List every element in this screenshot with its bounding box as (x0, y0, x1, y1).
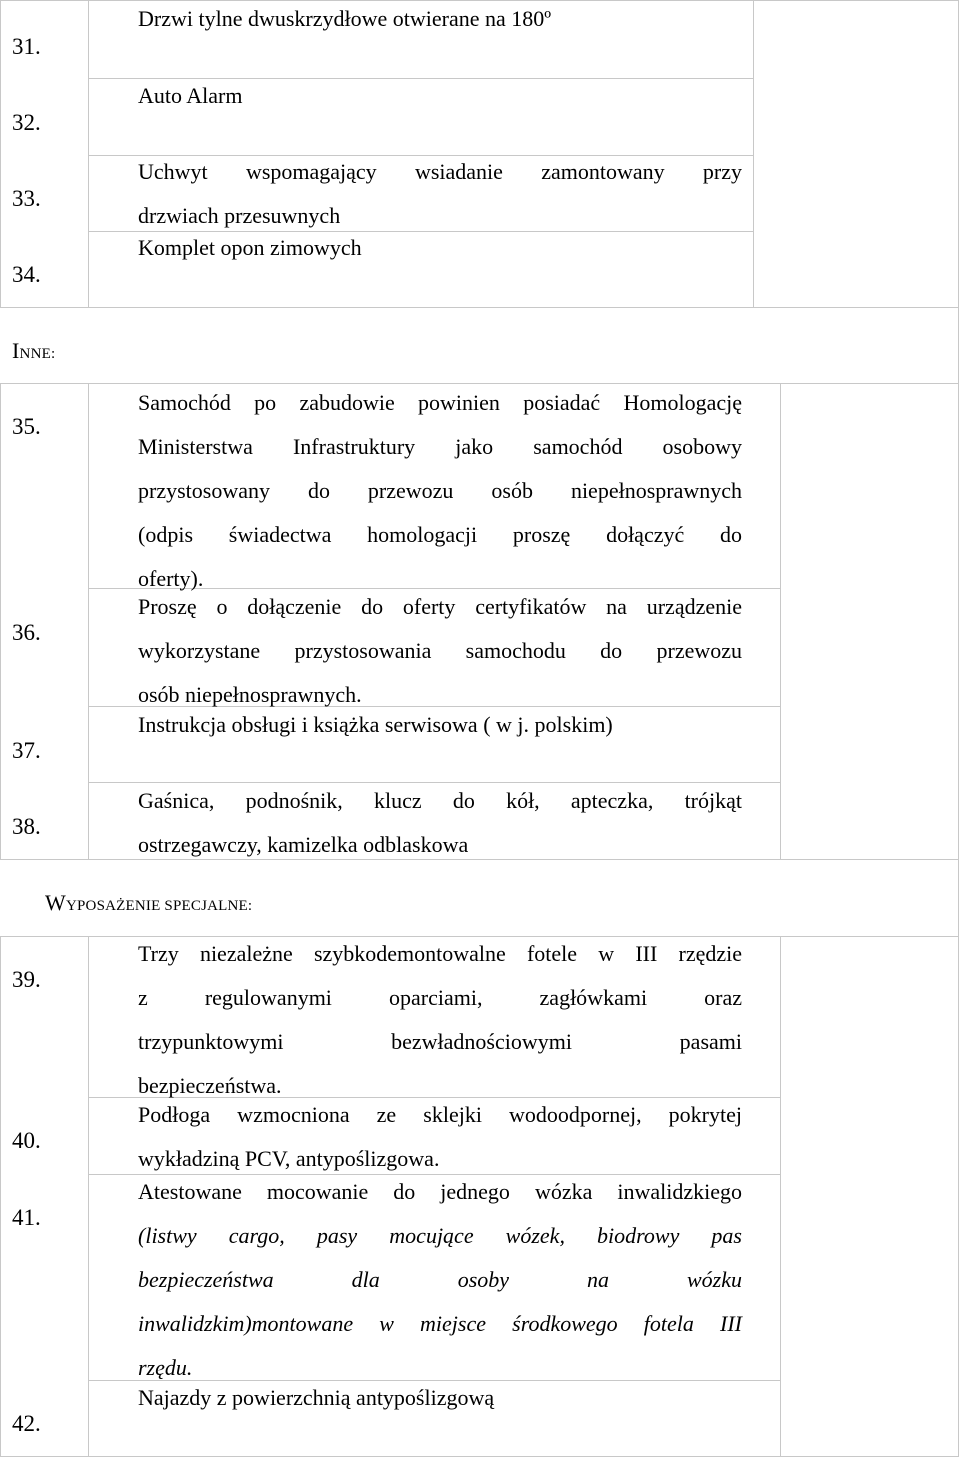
table-border (0, 0, 1, 308)
row-text-italic (138, 1223, 742, 1381)
text-line: drzwiach przesuwnych (138, 203, 341, 228)
text-line: Drzwi tylne dwuskrzydłowe otwierane na 180º (138, 6, 552, 31)
row-text (138, 1102, 742, 1172)
heading-initial: W (45, 890, 66, 915)
table-border (88, 936, 89, 1457)
row-number: 35. (12, 414, 41, 439)
row-number: 42. (12, 1411, 41, 1436)
table-border (780, 383, 781, 860)
text-line: wykładziną PCV, antypoślizgowa. (138, 1146, 440, 1171)
table-border (0, 1456, 959, 1457)
text-line: Atestowane mocowanie do jednego wózka inwalidzkiego (138, 1179, 742, 1204)
row-text (138, 6, 742, 50)
text-line: z regulowanymi oparciami, zagłówkami oraz (138, 985, 742, 1010)
table-border (753, 0, 754, 308)
row-text (138, 159, 742, 233)
text-line: (listwy cargo, pasy mocujące wózek, biodrowy pas (138, 1223, 742, 1248)
text-line: Uchwyt wspomagający wsiadanie zamontowany przy (138, 159, 742, 184)
row-text (138, 594, 742, 708)
text-line: Instrukcja obsługi i książka serwisowa ( w j. polskim) (138, 712, 613, 737)
table-border (780, 936, 781, 1457)
table-border (88, 155, 754, 156)
table-border (88, 383, 89, 860)
table-border (958, 0, 959, 308)
row-text (138, 235, 742, 279)
text-line: Podłoga wzmocniona ze sklejki wodoodpornej, pokrytej (138, 1102, 742, 1127)
text-line: (odpis świadectwa homologacji proszę dołączyć do (138, 522, 742, 547)
text-line: Auto Alarm (138, 83, 243, 108)
row-number: 41. (12, 1205, 41, 1230)
section-heading-inne (12, 338, 55, 367)
row-number: 32. (12, 110, 41, 135)
heading-rest: NNE: (19, 346, 56, 362)
text-line: inwalidzkim)montowane w miejsce środkowego fotela III (138, 1311, 742, 1336)
text-line: ostrzegawczy, kamizelka odblaskowa (138, 832, 469, 857)
table-border (88, 782, 780, 783)
text-line: Ministerstwa Infrastruktury jako samochód osobowy (138, 434, 742, 459)
table-border (0, 936, 959, 937)
row-text (138, 83, 742, 127)
row-number: 40. (12, 1128, 41, 1153)
text-line: Gaśnica, podnośnik, klucz do kół, apteczka, trójkąt (138, 788, 742, 813)
row-number: 31. (12, 34, 41, 59)
row-text (138, 712, 742, 756)
row-number: 34. (12, 262, 41, 287)
text-line: Trzy niezależne szybkodemontowalne fotele w III rzędzie (138, 941, 742, 966)
text-line: Proszę o dołączenie do oferty certyfikatów na urządzenie (138, 594, 742, 619)
table-border (0, 383, 1, 860)
table-border (0, 0, 959, 1)
section-heading-special-equipment (45, 890, 252, 919)
table-border (88, 78, 754, 79)
text-line: trzypunktowymi bezwładnościowymi pasami (138, 1029, 742, 1054)
table-border (958, 859, 959, 1457)
text-line: rzędu. (138, 1355, 193, 1380)
heading-initial: I (12, 338, 20, 363)
table-border (0, 307, 959, 308)
table-border (0, 383, 959, 384)
text-line: wykorzystane przystosowania samochodu do przewozu (138, 638, 742, 663)
row-number: 36. (12, 620, 41, 645)
text-line: Komplet opon zimowych (138, 235, 362, 260)
row-number: 39. (12, 967, 41, 992)
text-line: oferty). (138, 566, 204, 591)
row-number: 37. (12, 738, 41, 763)
text-line: bezpieczeństwa dla osoby na wózku (138, 1267, 742, 1292)
table-border (958, 307, 959, 860)
text-line: bezpieczeństwa. (138, 1073, 282, 1098)
table-border (0, 859, 959, 860)
text-line: przystosowany do przewozu osób niepełnosprawnych (138, 478, 742, 503)
text-line: osób niepełnosprawnych. (138, 682, 362, 707)
row-text (138, 941, 742, 1099)
row-text (138, 788, 742, 858)
row-text (138, 1179, 742, 1223)
table-border (88, 0, 89, 308)
table-border (0, 936, 1, 1457)
row-number: 33. (12, 186, 41, 211)
row-text (138, 1385, 742, 1429)
row-number: 38. (12, 814, 41, 839)
table-border (88, 1174, 780, 1175)
text-line: Najazdy z powierzchnią antypoślizgową (138, 1385, 495, 1410)
heading-rest: YPOSAŻENIE SPECJALNE: (65, 898, 253, 914)
row-text (138, 390, 742, 590)
text-line: Samochód po zabudowie powinien posiadać Homologację (138, 390, 742, 415)
